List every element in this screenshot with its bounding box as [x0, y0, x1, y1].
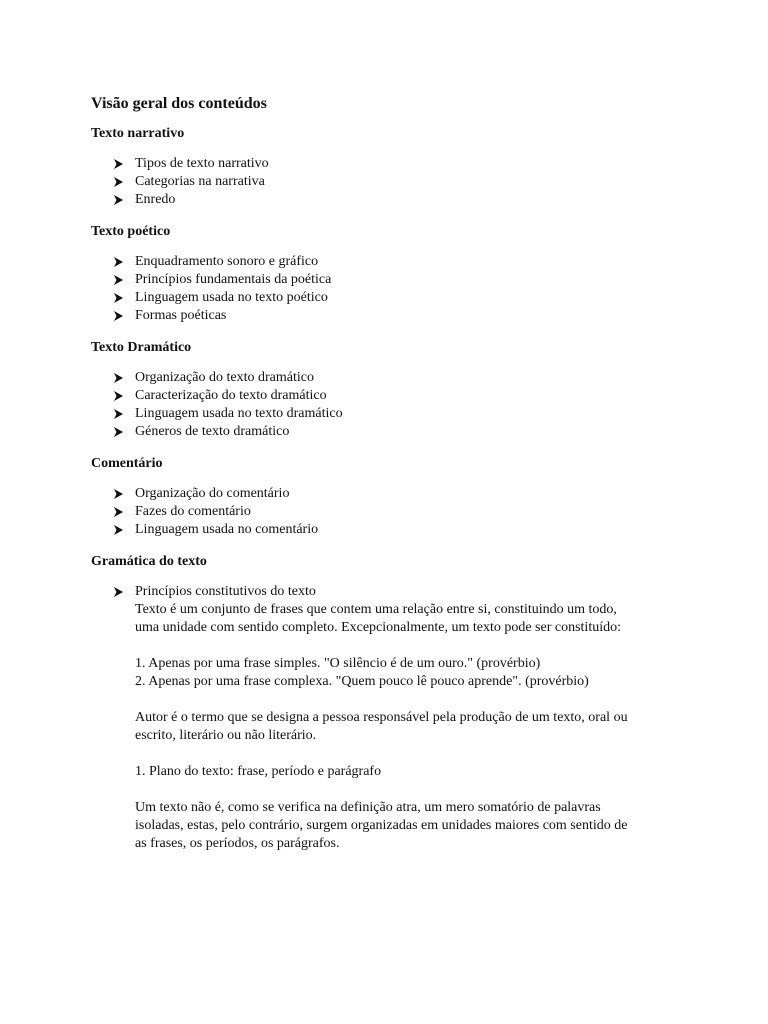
list-item: [91, 369, 691, 387]
list-item: [91, 173, 691, 191]
list-item-text: Formas poéticas: [135, 308, 227, 323]
paragraph-line: Um texto não é, como se verifica na definição atra, um mero somatório de palavras: [135, 800, 601, 815]
subheading-line: 1. Plano do texto: frase, período e parágrafo: [135, 764, 382, 779]
list-item-text: Organização do comentário: [135, 486, 290, 501]
arrowhead-bullet-icon: [112, 503, 126, 521]
list-item: [91, 289, 691, 307]
list-item-text: Fazes do comentário: [135, 504, 251, 519]
arrowhead-bullet-icon: [112, 405, 126, 423]
list-item-text: Categorias na narrativa: [135, 174, 265, 189]
bullet-list-gramatica: [91, 583, 691, 601]
paragraph-line: uma unidade com sentido completo. Excepcionalmente, um texto pode ser constituído:: [135, 620, 621, 635]
numbered-line: 2. Apenas por uma frase complexa. "Quem pouco lê pouco aprende". (provérbio): [135, 674, 589, 689]
section-heading-texto-poetico: Texto poético: [91, 224, 171, 239]
gramatica-body: [91, 601, 691, 853]
list-item: [91, 387, 691, 405]
list-item-text: Enredo: [135, 192, 176, 207]
list-item-text: Enquadramento sonoro e gráfico: [135, 254, 319, 269]
list-item-text: Princípios constitutivos do texto: [135, 584, 316, 599]
arrowhead-bullet-icon: [112, 271, 126, 289]
arrowhead-bullet-icon: [112, 521, 126, 539]
arrowhead-bullet-icon: [112, 191, 126, 209]
list-item-text: Caracterização do texto dramático: [135, 388, 327, 403]
list-item: [91, 583, 691, 601]
bullet-list-comentario: [91, 485, 691, 539]
bullet-list-texto-dramatico: [91, 369, 691, 441]
paragraph-line: isoladas, estas, pelo contrário, surgem organizadas em unidades maiores com sentido de: [135, 818, 628, 833]
bullet-list-texto-poetico: [91, 253, 691, 325]
section-heading-comentario: Comentário: [91, 456, 163, 471]
numbered-line: 1. Apenas por uma frase simples. "O silêncio é de um ouro." (provérbio): [135, 656, 541, 671]
arrowhead-bullet-icon: [112, 289, 126, 307]
list-item: [91, 485, 691, 503]
document-page: [91, 93, 691, 853]
paragraph-line: escrito, literário ou não literário.: [135, 728, 317, 743]
arrowhead-bullet-icon: [112, 307, 126, 325]
list-item-text: Linguagem usada no texto dramático: [135, 406, 343, 421]
arrowhead-bullet-icon: [112, 173, 126, 191]
arrowhead-bullet-icon: [112, 423, 126, 441]
arrowhead-bullet-icon: [112, 387, 126, 405]
list-item: [91, 155, 691, 173]
list-item-text: Linguagem usada no texto poético: [135, 290, 328, 305]
section-heading-texto-narrativo: Texto narrativo: [91, 126, 185, 141]
arrowhead-bullet-icon: [112, 369, 126, 387]
list-item-text: Tipos de texto narrativo: [135, 156, 269, 171]
arrowhead-bullet-icon: [112, 583, 126, 601]
arrowhead-bullet-icon: [112, 253, 126, 271]
document-title: Visão geral dos conteúdos: [91, 95, 267, 112]
list-item: [91, 307, 691, 325]
list-item-text: Princípios fundamentais da poética: [135, 272, 332, 287]
list-item: [91, 271, 691, 289]
paragraph-line: Autor é o termo que se designa a pessoa responsável pela produção de um texto, oral ou: [135, 710, 628, 725]
section-heading-texto-dramatico: Texto Dramático: [91, 340, 192, 355]
paragraph-line: Texto é um conjunto de frases que contem uma relação entre si, constituindo um todo,: [135, 602, 617, 617]
list-item: [91, 423, 691, 441]
list-item-text: Linguagem usada no comentário: [135, 522, 319, 537]
arrowhead-bullet-icon: [112, 155, 126, 173]
bullet-list-texto-narrativo: [91, 155, 691, 209]
paragraph-line: as frases, os períodos, os parágrafos.: [135, 836, 340, 851]
section-heading-gramatica-do-texto: Gramática do texto: [91, 554, 207, 569]
list-item-text: Géneros de texto dramático: [135, 424, 290, 439]
list-item: [91, 405, 691, 423]
list-item: [91, 191, 691, 209]
list-item-text: Organização do texto dramático: [135, 370, 314, 385]
arrowhead-bullet-icon: [112, 485, 126, 503]
list-item: [91, 253, 691, 271]
list-item: [91, 503, 691, 521]
list-item: [91, 521, 691, 539]
